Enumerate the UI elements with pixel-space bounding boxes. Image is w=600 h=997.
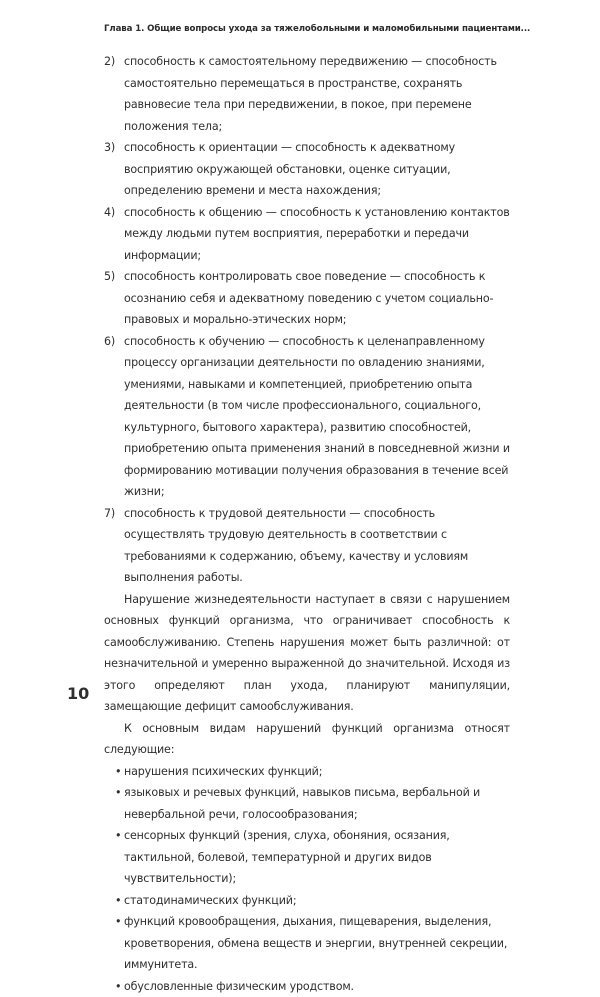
list-item-text: способность к самостоятельному передвижению — способность самостоятельно перемещаться в пространстве, сохранять равновесие тела при передвижении, в покое, при перемене положения тела; bbox=[124, 55, 497, 133]
bullet-glyph: • bbox=[115, 911, 124, 933]
bullet-item bbox=[104, 782, 510, 825]
bullet-item-text: нарушения психических функций; bbox=[124, 765, 322, 778]
bullet-glyph: • bbox=[115, 782, 124, 804]
list-item bbox=[104, 51, 510, 137]
bullet-item bbox=[104, 976, 510, 997]
list-item-text: способность к обучению — способность к целенаправленному процессу организации деятельности по овладению знаниями, умениями, навыками и компетенцией, приобретению опыта деятельности (в том числе профессионального, социального, культурного, бытового характера), развитию способностей, приобретению опыта применения знаний в повседневной жизни и формированию мотивации получения образования в течение всей жизни; bbox=[124, 335, 510, 499]
bullet-item-text: сенсорных функций (зрения, слуха, обоняния, осязания, тактильной, болевой, температурной и других видов чувствительности); bbox=[124, 829, 450, 885]
list-item bbox=[104, 266, 510, 331]
bullet-glyph: • bbox=[115, 761, 124, 783]
running-header: Глава 1. Общие вопросы ухода за тяжелобольными и маломобильными пациентами... bbox=[104, 24, 586, 34]
list-number: 7) bbox=[104, 503, 124, 525]
bullet-glyph: • bbox=[115, 976, 124, 997]
page-body bbox=[104, 51, 510, 997]
list-number: 4) bbox=[104, 202, 124, 224]
page-number: 10 bbox=[67, 684, 89, 703]
bullet-item-text: языковых и речевых функций, навыков письма, вербальной и невербальной речи, голосообразования; bbox=[124, 786, 480, 821]
list-number: 2) bbox=[104, 51, 124, 73]
list-number: 3) bbox=[104, 137, 124, 159]
list-number: 6) bbox=[104, 331, 124, 353]
body-paragraph: Нарушение жизнедеятельности наступает в связи с нарушением основных функций организма, что ограничивает способность к самообслуживанию. Степень нарушения может быть различной: от незначительной и умеренно выраженной до значительной. Исходя из этого определяют план ухода, планируют манипуляции, замещающие дефицит самообслуживания. bbox=[104, 589, 510, 718]
list-item-text: способность к ориентации — способность к адекватному восприятию окружающей обстановки, оценке ситуации, определению времени и места нахождения; bbox=[124, 141, 455, 197]
bullet-item-text: обусловленные физическим уродством. bbox=[124, 980, 354, 993]
list-number: 5) bbox=[104, 266, 124, 288]
list-item-text: способность контролировать свое поведение — способность к осознанию себя и адекватному поведению с учетом социально-правовых и морально-этических норм; bbox=[124, 270, 493, 326]
body-paragraph: К основным видам нарушений функций организма относят следующие: bbox=[104, 718, 510, 761]
bullet-item bbox=[104, 911, 510, 976]
list-item-text: способность к трудовой деятельности — способность осуществлять трудовую деятельность в соответствии с требованиями к содержанию, объему, качеству и условиям выполнения работы. bbox=[124, 507, 468, 585]
bullet-glyph: • bbox=[115, 890, 124, 912]
bullet-item bbox=[104, 825, 510, 890]
bullet-item bbox=[104, 890, 510, 912]
bullet-item bbox=[104, 761, 510, 783]
list-item bbox=[104, 331, 510, 503]
list-item-text: способность к общению — способность к установлению контактов между людьми путем восприятия, переработки и передачи информации; bbox=[124, 206, 510, 262]
list-item bbox=[104, 202, 510, 267]
bullet-item-text: функций кровообращения, дыхания, пищеварения, выделения, кроветворения, обмена веществ и энергии, внутренней секреции, иммунитета. bbox=[124, 915, 507, 971]
bullet-glyph: • bbox=[115, 825, 124, 847]
list-item bbox=[104, 137, 510, 202]
bullet-item-text: статодинамических функций; bbox=[124, 894, 296, 907]
list-item bbox=[104, 503, 510, 589]
